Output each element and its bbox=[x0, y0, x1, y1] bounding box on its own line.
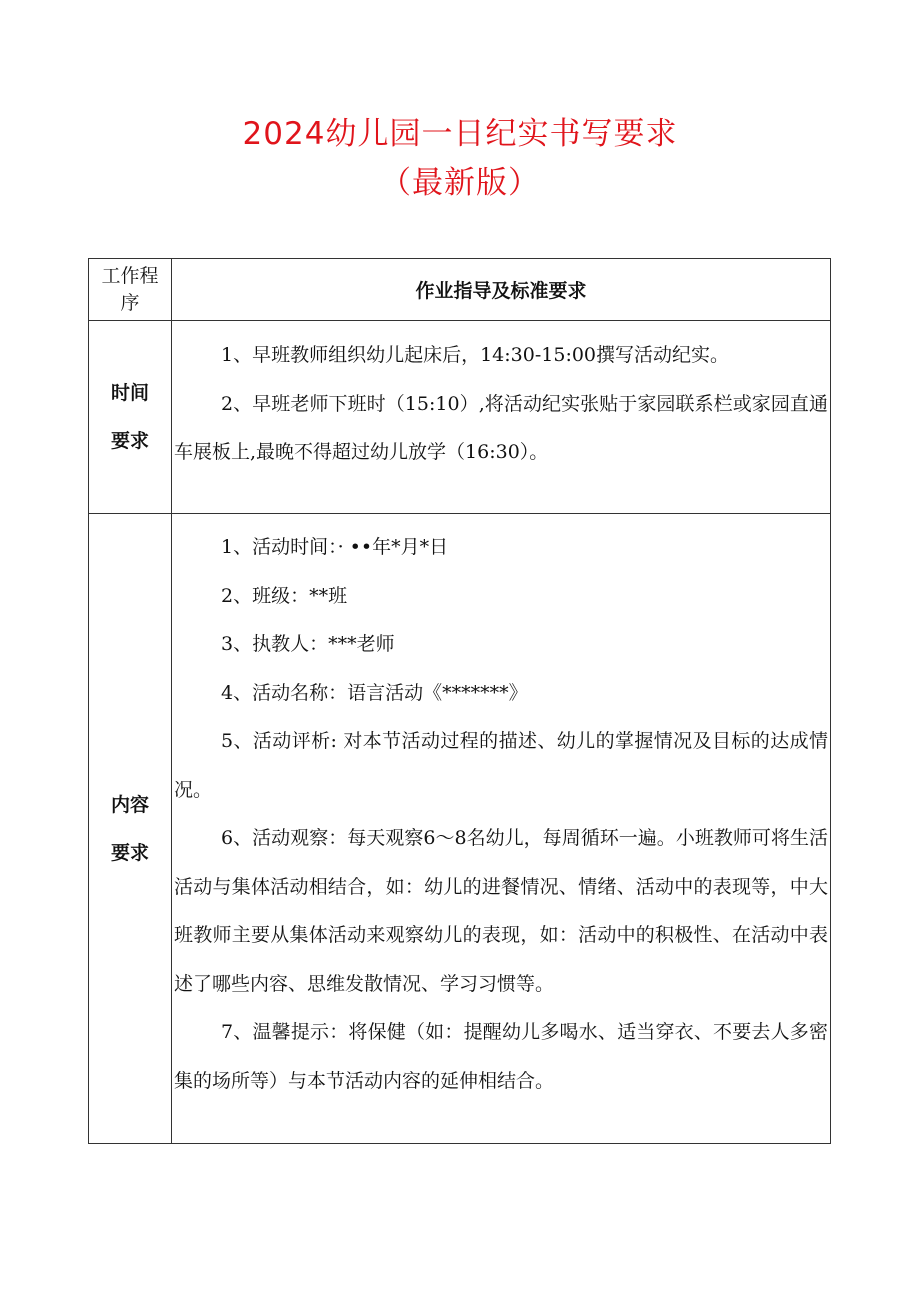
section-label-line: 内容 bbox=[110, 793, 149, 816]
section-label-line: 时间 bbox=[110, 382, 149, 404]
document-subtitle: （最新版） bbox=[380, 165, 540, 201]
section-body-time bbox=[172, 321, 831, 514]
paragraph: 6、活动观察：每天观察6～8名幼儿，每周循环一遍。小班教师可将生活活动与集体活动相结合，如：幼儿的进餐情况、情绪、活动中的表现等，中大班教师主要从集体活动来观察幼儿的表现，如：活动中的积极性、在活动中表述了哪些内容、思维发散情况、学习习惯等。 bbox=[174, 827, 828, 995]
table-row-time bbox=[89, 321, 831, 514]
header-cell-procedure bbox=[89, 259, 172, 321]
paragraph: 7、温馨提示：将保健（如：提醒幼儿多喝水、适当穿衣、不要去人多密集的场所等）与本节活动内容的延伸相结合。 bbox=[174, 1021, 828, 1092]
table-row-content bbox=[89, 514, 831, 1144]
header-cell-standards: 作业指导及标准要求 bbox=[172, 259, 831, 321]
paragraph: 2、早班老师下班时（15:10）,将活动纪实张贴于家园联系栏或家园直通车展板上,最晚不得超过幼儿放学（16:30）。 bbox=[174, 392, 828, 463]
section-label-line: 要求 bbox=[110, 841, 149, 864]
requirements-table bbox=[88, 258, 831, 1144]
paragraph: 2、班级：**班 bbox=[221, 584, 348, 607]
paragraph: 1、早班教师组织幼儿起床后，14:30-15:00撰写活动纪实。 bbox=[221, 344, 730, 366]
header-label-procedure: 工作程序 bbox=[101, 264, 159, 314]
table-header-row bbox=[89, 259, 831, 321]
paragraph: 1、活动时间：· ••年*月*日 bbox=[221, 536, 449, 558]
paragraph: 3、执教人：***老师 bbox=[221, 633, 395, 655]
document-title: 2024幼儿园一日纪实书写要求 bbox=[242, 116, 678, 152]
paragraph: 4、活动名称：语言活动《*******》 bbox=[221, 681, 528, 704]
section-label-line: 要求 bbox=[110, 430, 149, 452]
section-body-content bbox=[172, 514, 831, 1144]
paragraph: 5、活动评析: 对本节活动过程的描述、幼儿的掌握情况及目标的达成情况。 bbox=[174, 730, 828, 801]
section-label-content bbox=[89, 514, 172, 1144]
section-label-time bbox=[89, 321, 172, 514]
